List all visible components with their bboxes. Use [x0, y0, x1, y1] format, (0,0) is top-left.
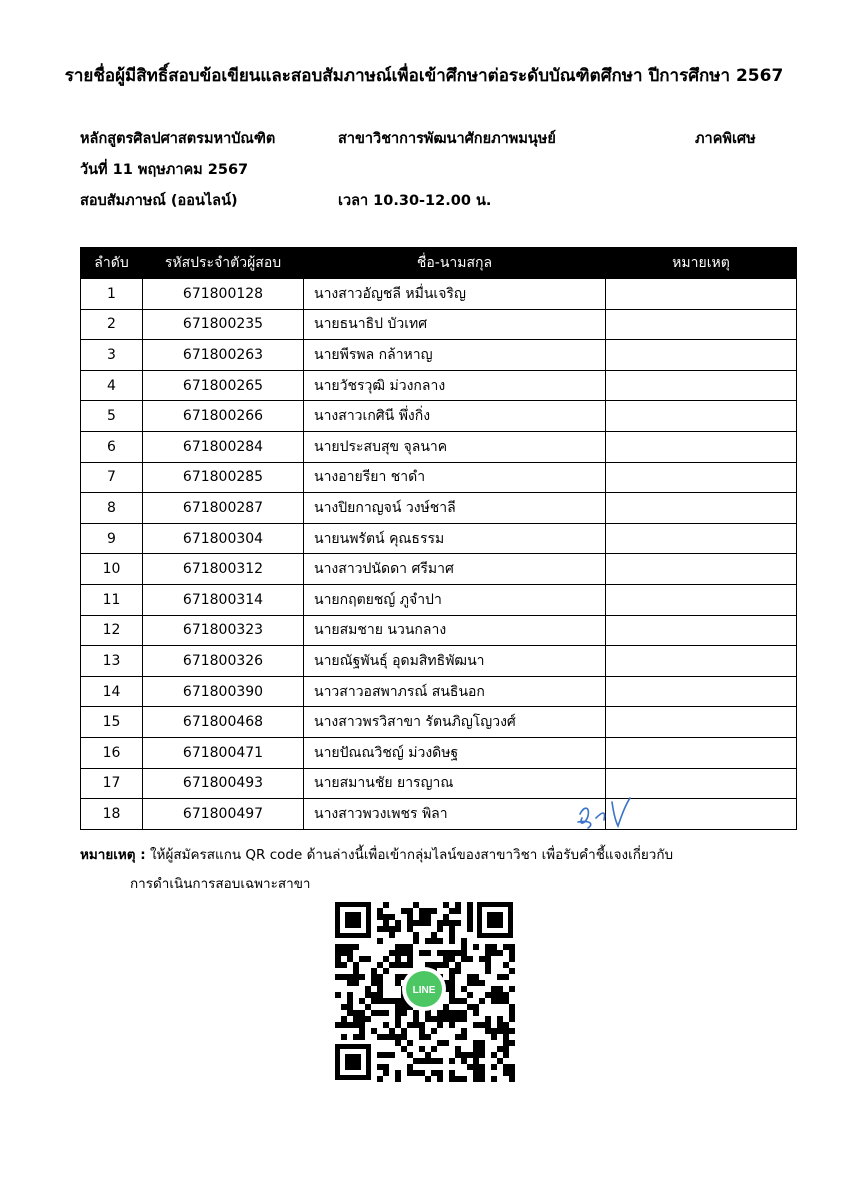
note-line-1: [80, 843, 673, 865]
cell-no: 5: [81, 401, 143, 432]
cell-name: นาวสาวอสพาภรณ์ สนธินอก: [304, 676, 606, 707]
table-row: [81, 340, 797, 371]
cell-name: นายณัฐพันธุ์ อุดมสิทธิพัฒนา: [304, 646, 606, 677]
table-row: [81, 309, 797, 340]
table-row: [81, 799, 797, 830]
table-row: [81, 768, 797, 799]
cell-remark: [606, 279, 797, 310]
cell-name: นายปัณณวิชญ์ ม่วงดิษฐ: [304, 737, 606, 768]
cell-name: นางสาวพวงเพชร พิลา: [304, 799, 606, 830]
cell-id: 671800265: [143, 370, 304, 401]
header-no: ลำดับ: [81, 248, 143, 279]
cell-id: 671800235: [143, 309, 304, 340]
table-row: [81, 431, 797, 462]
cell-id: 671800471: [143, 737, 304, 768]
table-row: [81, 554, 797, 585]
header-name: ชื่อ-นามสกุล: [304, 248, 606, 279]
table-row: [81, 493, 797, 524]
cell-name: นางสาวปนัดดา ศรีมาศ: [304, 554, 606, 585]
cell-name: นางปิยกาญจน์ วงษ์ชาลี: [304, 493, 606, 524]
cell-id: 671800284: [143, 431, 304, 462]
cell-id: 671800493: [143, 768, 304, 799]
exam-date: วันที่ 11 พฤษภาคม 2567: [80, 162, 249, 178]
cell-no: 9: [81, 523, 143, 554]
major-name: สาขาวิชาการพัฒนาศักยภาพมนุษย์: [338, 131, 556, 147]
cell-name: นายประสบสุข จุลนาค: [304, 431, 606, 462]
cell-id: 671800390: [143, 676, 304, 707]
cell-no: 8: [81, 493, 143, 524]
table-row: [81, 401, 797, 432]
table-body: [81, 279, 797, 830]
cell-name: นายสมานชัย ยารญาณ: [304, 768, 606, 799]
cell-name: นายธนาธิป บัวเทศ: [304, 309, 606, 340]
exam-time: เวลา 10.30-12.00 น.: [338, 193, 492, 209]
cell-no: 12: [81, 615, 143, 646]
table-row: [81, 707, 797, 738]
cell-no: 17: [81, 768, 143, 799]
cell-name: นางสาวเกศินี พึ่งกิ่ง: [304, 401, 606, 432]
cell-id: 671800468: [143, 707, 304, 738]
cell-remark: [606, 646, 797, 677]
cell-remark: [606, 523, 797, 554]
cell-name: นายสมชาย นวนกลาง: [304, 615, 606, 646]
cell-no: 11: [81, 584, 143, 615]
cell-no: 1: [81, 279, 143, 310]
table-header-row: [81, 248, 797, 279]
header-remark: หมายเหตุ: [606, 248, 797, 279]
cell-id: 671800285: [143, 462, 304, 493]
cell-remark: [606, 309, 797, 340]
cell-name: นางอายรียา ชาดำ: [304, 462, 606, 493]
cell-remark: [606, 370, 797, 401]
table-row: [81, 584, 797, 615]
line-group-qr-code[interactable]: [333, 900, 515, 1082]
note-line-2: การดำเนินการสอบเฉพาะสาขา: [130, 876, 311, 892]
candidate-table: [80, 247, 797, 830]
cell-no: 13: [81, 646, 143, 677]
cell-no: 18: [81, 799, 143, 830]
cell-id: 671800497: [143, 799, 304, 830]
cell-id: 671800128: [143, 279, 304, 310]
table-row: [81, 279, 797, 310]
cell-remark: [606, 707, 797, 738]
table-row: [81, 370, 797, 401]
cell-name: นางสาวอัญชลี หมื่นเจริญ: [304, 279, 606, 310]
table-row: [81, 737, 797, 768]
note-text: ให้ผู้สมัครสแกน QR code ด้านล่างนี้เพื่อเข้ากลุ่มไลน์ของสาขาวิชา เพื่อรับคำชี้แจงเกี่ยวกับ: [145, 847, 674, 863]
program-name: หลักสูตรศิลปศาสตรมหาบัณฑิต: [80, 131, 276, 147]
table-row: [81, 676, 797, 707]
cell-no: 3: [81, 340, 143, 371]
cell-id: 671800312: [143, 554, 304, 585]
table-row: [81, 615, 797, 646]
signature-mark: [568, 792, 638, 842]
cell-name: นายพีรพล กล้าหาญ: [304, 340, 606, 371]
header-id: รหัสประจำตัวผู้สอบ: [143, 248, 304, 279]
cell-id: 671800266: [143, 401, 304, 432]
cell-no: 6: [81, 431, 143, 462]
cell-no: 7: [81, 462, 143, 493]
cell-remark: [606, 493, 797, 524]
cell-id: 671800263: [143, 340, 304, 371]
cell-remark: [606, 615, 797, 646]
table-row: [81, 462, 797, 493]
cell-remark: [606, 584, 797, 615]
cell-remark: [606, 431, 797, 462]
cell-name: นายนพรัตน์ คุณธรรม: [304, 523, 606, 554]
line-logo-text: LINE: [412, 985, 436, 996]
cell-id: 671800314: [143, 584, 304, 615]
cell-remark: [606, 462, 797, 493]
cell-remark: [606, 340, 797, 371]
cell-remark: [606, 737, 797, 768]
table-row: [81, 523, 797, 554]
cell-name: นางสาวพรวิสาขา รัตนภิญโญวงศ์: [304, 707, 606, 738]
section-name: ภาคพิเศษ: [695, 131, 756, 147]
cell-name: นายกฤตยชญ์ ภูจำปา: [304, 584, 606, 615]
cell-no: 4: [81, 370, 143, 401]
cell-id: 671800326: [143, 646, 304, 677]
cell-id: 671800287: [143, 493, 304, 524]
cell-id: 671800304: [143, 523, 304, 554]
cell-no: 10: [81, 554, 143, 585]
cell-no: 15: [81, 707, 143, 738]
cell-no: 2: [81, 309, 143, 340]
cell-no: 16: [81, 737, 143, 768]
cell-no: 14: [81, 676, 143, 707]
cell-remark: [606, 676, 797, 707]
cell-remark: [606, 554, 797, 585]
cell-id: 671800323: [143, 615, 304, 646]
note-label: หมายเหตุ :: [80, 847, 146, 863]
table-row: [81, 646, 797, 677]
exam-type: สอบสัมภาษณ์ (ออนไลน์): [80, 193, 238, 209]
cell-name: นายวัชรวุฒิ ม่วงกลาง: [304, 370, 606, 401]
cell-remark: [606, 401, 797, 432]
page-title: รายชื่อผู้มีสิทธิ์สอบข้อเขียนและสอบสัมภาษณ์เพื่อเข้าศึกษาต่อระดับบัณฑิตศึกษา ปีการศึกษา 2567: [64, 66, 784, 86]
